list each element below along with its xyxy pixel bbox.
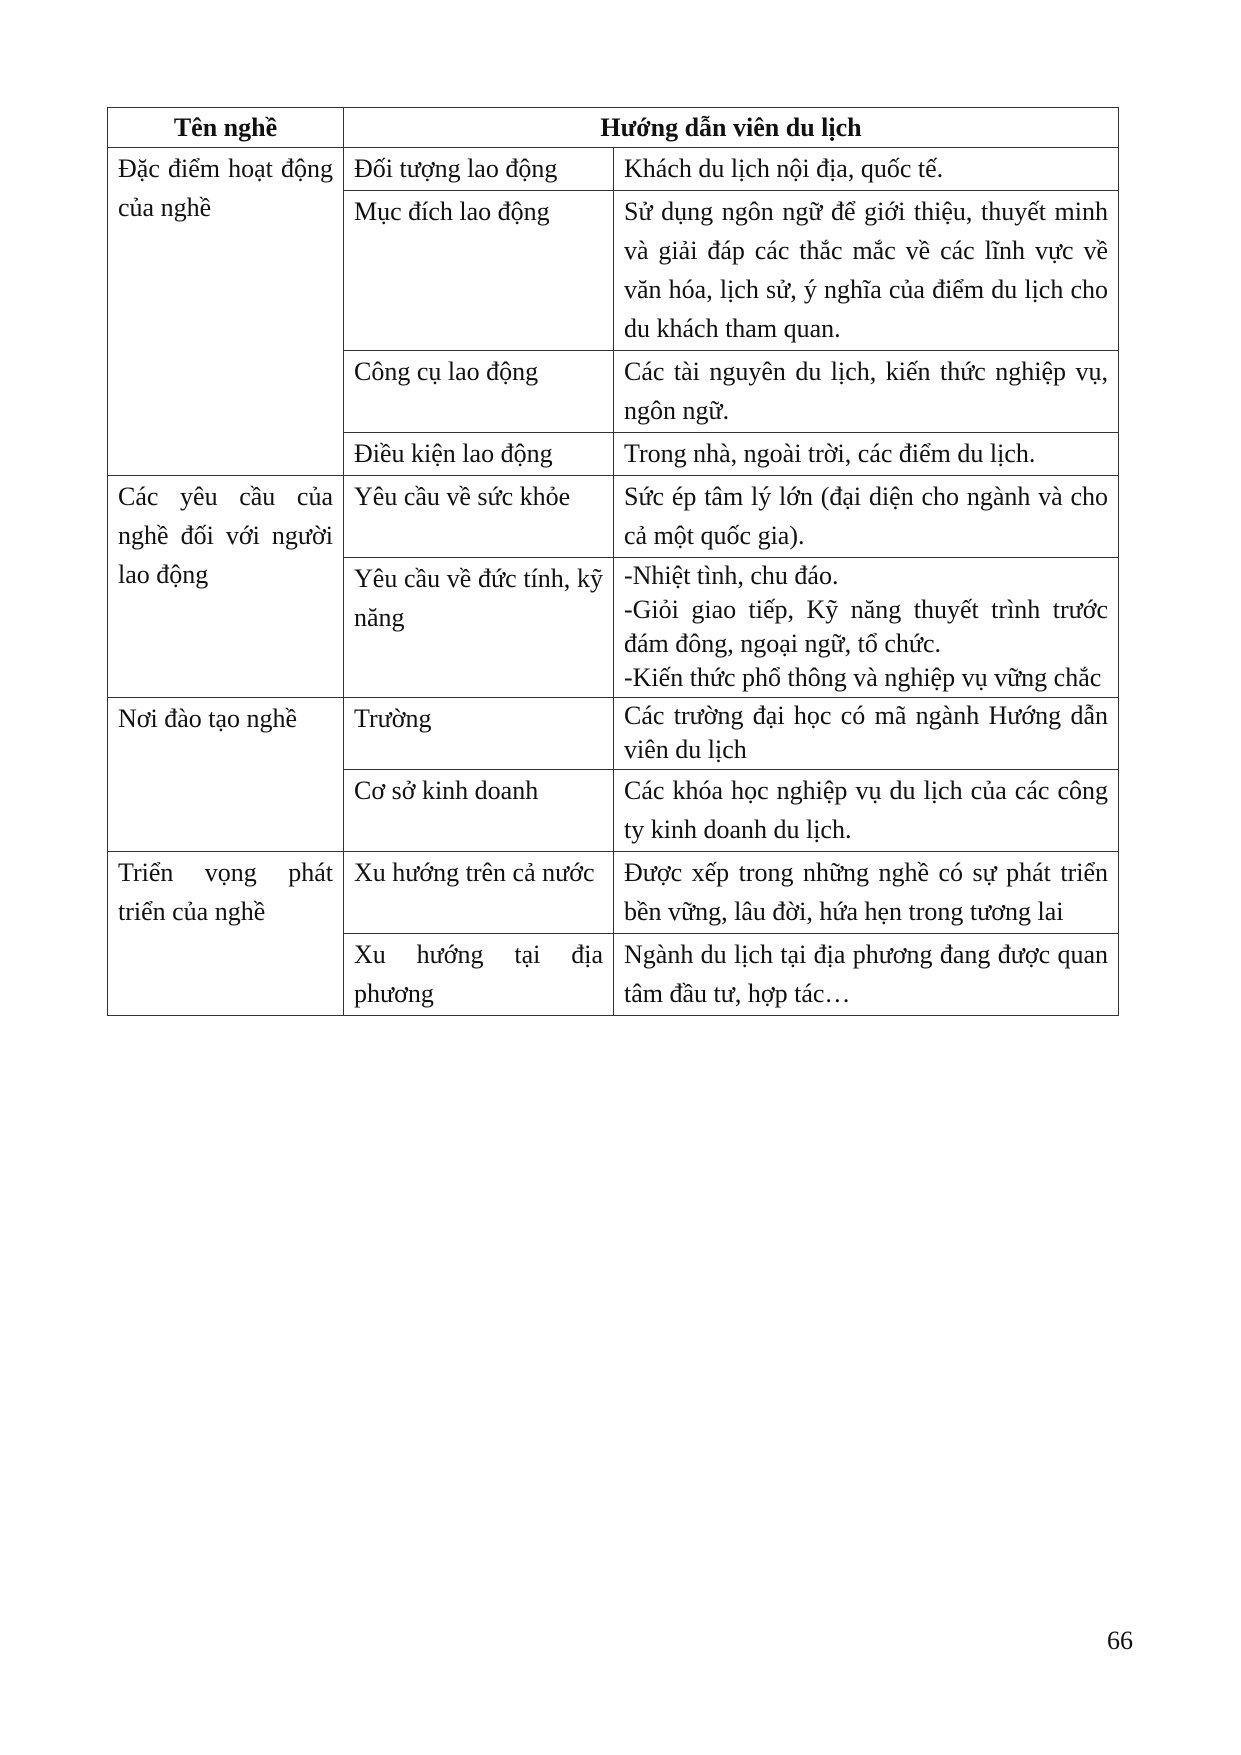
list-item: -Giỏi giao tiếp, Kỹ năng thuyết trình trước đám đông, ngoại ngữ, tổ chức. bbox=[624, 595, 1109, 658]
category-cell: Đặc điểm hoạt động của nghề bbox=[108, 148, 344, 476]
row-value: Các tài nguyên du lịch, kiến thức nghiệp vụ, ngôn ngữ. bbox=[614, 351, 1119, 433]
career-info-table bbox=[107, 107, 1119, 1016]
row-value-list bbox=[614, 558, 1119, 698]
header-career-name: Tên nghề bbox=[108, 108, 344, 148]
row-label: Đối tượng lao động bbox=[344, 148, 614, 191]
table-row bbox=[108, 852, 1119, 934]
row-value: Sức ép tâm lý lớn (đại diện cho ngành và cho cả một quốc gia). bbox=[614, 476, 1119, 558]
category-cell: Nơi đào tạo nghề bbox=[108, 698, 344, 852]
category-cell: Triển vọng phát triển của nghề bbox=[108, 852, 344, 1016]
list-item: -Nhiệt tình, chu đáo. bbox=[624, 561, 839, 590]
table-header-row bbox=[108, 108, 1119, 148]
row-label: Công cụ lao động bbox=[344, 351, 614, 433]
row-label: Yêu cầu về đức tính, kỹ năng bbox=[344, 558, 614, 698]
header-career-title: Hướng dẫn viên du lịch bbox=[344, 108, 1119, 148]
row-label: Cơ sở kinh doanh bbox=[344, 770, 614, 852]
row-value: Khách du lịch nội địa, quốc tế. bbox=[614, 148, 1119, 191]
row-label: Xu hướng tại địa phương bbox=[344, 934, 614, 1016]
row-label: Điều kiện lao động bbox=[344, 433, 614, 476]
row-value: Trong nhà, ngoài trời, các điểm du lịch. bbox=[614, 433, 1119, 476]
table-row bbox=[108, 476, 1119, 558]
row-value: Các khóa học nghiệp vụ du lịch của các công ty kinh doanh du lịch. bbox=[614, 770, 1119, 852]
page-number: 66 bbox=[1107, 1626, 1133, 1655]
row-value: Sử dụng ngôn ngữ để giới thiệu, thuyết minh và giải đáp các thắc mắc về các lĩnh vực về văn hóa, lịch sử, ý nghĩa của điểm du lịch cho du khách tham quan. bbox=[614, 191, 1119, 351]
list-item: -Kiến thức phổ thông và nghiệp vụ vững chắc bbox=[624, 663, 1102, 692]
table-row bbox=[108, 698, 1119, 770]
row-label: Xu hướng trên cả nước bbox=[344, 852, 614, 934]
row-value: Các trường đại học có mã ngành Hướng dẫn viên du lịch bbox=[614, 698, 1119, 770]
row-value: Ngành du lịch tại địa phương đang được quan tâm đầu tư, hợp tác… bbox=[614, 934, 1119, 1016]
category-cell: Các yêu cầu của nghề đối với người lao động bbox=[108, 476, 344, 698]
row-label: Trường bbox=[344, 698, 614, 770]
row-value: Được xếp trong những nghề có sự phát triển bền vững, lâu đời, hứa hẹn trong tương lai bbox=[614, 852, 1119, 934]
row-label: Mục đích lao động bbox=[344, 191, 614, 351]
table-row bbox=[108, 148, 1119, 191]
row-label: Yêu cầu về sức khỏe bbox=[344, 476, 614, 558]
